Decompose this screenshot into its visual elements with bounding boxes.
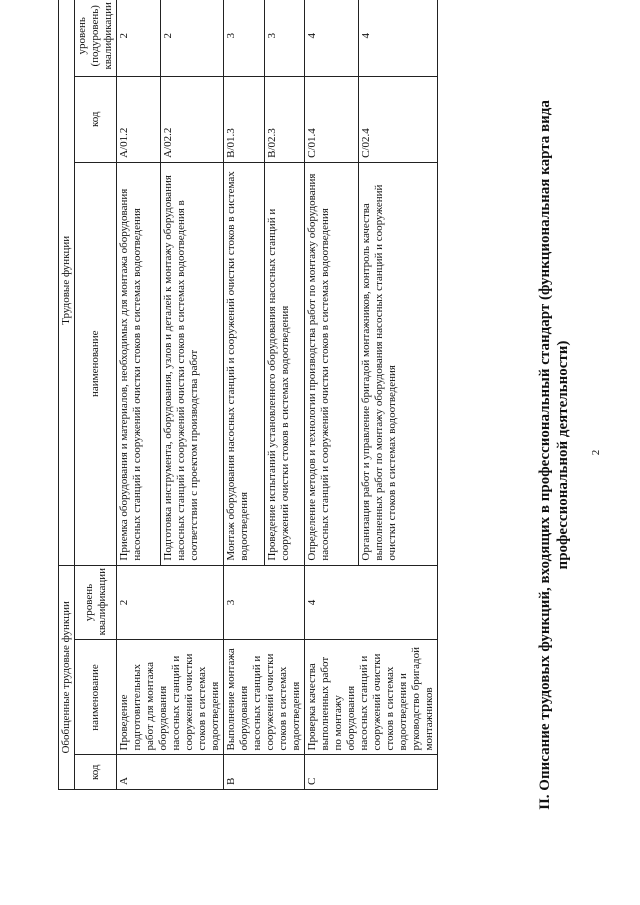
header-row-2 <box>75 0 117 790</box>
group-code: А <box>117 755 224 790</box>
function-name: Проведение испытаний установленного оборудования насосных станций и сооружений очистки стоков в системах водоотведения <box>264 162 305 565</box>
function-level: 2 <box>117 0 161 76</box>
function-name-header: наименование <box>75 162 117 565</box>
function-code: С/01.4 <box>305 76 359 162</box>
function-name: Определение методов и технологии производства работ по монтажу оборудования насосных станций и сооружений очистки стоков в системах водоотведения <box>305 162 359 565</box>
group-code: С <box>305 755 438 790</box>
group-level: 2 <box>117 565 224 640</box>
function-code-header: код <box>75 76 117 162</box>
table-row <box>305 0 359 790</box>
function-level: 3 <box>224 0 265 76</box>
group-name: Проведение подготовительных работ для монтажа оборудования насосных станций и сооружений очистки стоков в системах водоотведения <box>117 640 224 755</box>
function-code: А/02.2 <box>160 76 223 162</box>
group-name: Проверка качества выполненных работ по монтажу оборудования насосных станций и сооружений очистки стоков в системах водоотведения и руководство бригадой монтажников <box>305 640 438 755</box>
functional-map-table <box>58 0 438 790</box>
name-header: наименование <box>75 640 117 755</box>
sublevel-header: уровень (подуровень) квалификации <box>75 0 117 76</box>
labor-functions-header: Трудовые функции <box>59 0 75 565</box>
generalized-functions-header: Обобщенные трудовые функции <box>59 565 75 789</box>
function-code: В/01.3 <box>224 76 265 162</box>
table-row <box>224 0 265 790</box>
function-code: В/02.3 <box>264 76 305 162</box>
function-name: Организация работ и управление бригадой монтажников, контроль качества выполненных работ по монтажу оборудования насосных станций и сооружений очистки стоков в системах водоотведения <box>359 162 438 565</box>
function-level: 4 <box>305 0 359 76</box>
section-title: II. Описание трудовых функций, входящих в профессиональный стандарт (функциональная карта вида профессиональной деятельности) <box>537 100 571 810</box>
function-name: Подготовка инструмента, оборудования, узлов и деталей к монтажу оборудования насосных станций и сооружений очистки стоков в системах водоотведения в соответствии с проектом производства работ <box>160 162 223 565</box>
group-level: 3 <box>224 565 305 640</box>
group-name: Выполнение монтажа оборудования насосных станций и сооружений очистки стоков в системах водоотведения <box>224 640 305 755</box>
function-level: 3 <box>264 0 305 76</box>
function-code: А/01.2 <box>117 76 161 162</box>
group-level: 4 <box>305 565 438 640</box>
level-header: уровень квалификации <box>75 565 117 640</box>
function-name: Приемка оборудования и материалов, необходимых для монтажа оборудования насосных станций и сооружений очистки стоков в системах водоотведения <box>117 162 161 565</box>
table-row <box>117 0 161 790</box>
function-level: 4 <box>359 0 438 76</box>
function-level: 2 <box>160 0 223 76</box>
code-header: код <box>75 755 117 790</box>
group-code: В <box>224 755 305 790</box>
page-number: 2 <box>590 449 602 456</box>
header-row-1 <box>59 0 75 790</box>
function-name: Монтаж оборудования насосных станций и сооружений очистки стоков в системах водоотведения <box>224 162 265 565</box>
function-code: С/02.4 <box>359 76 438 162</box>
